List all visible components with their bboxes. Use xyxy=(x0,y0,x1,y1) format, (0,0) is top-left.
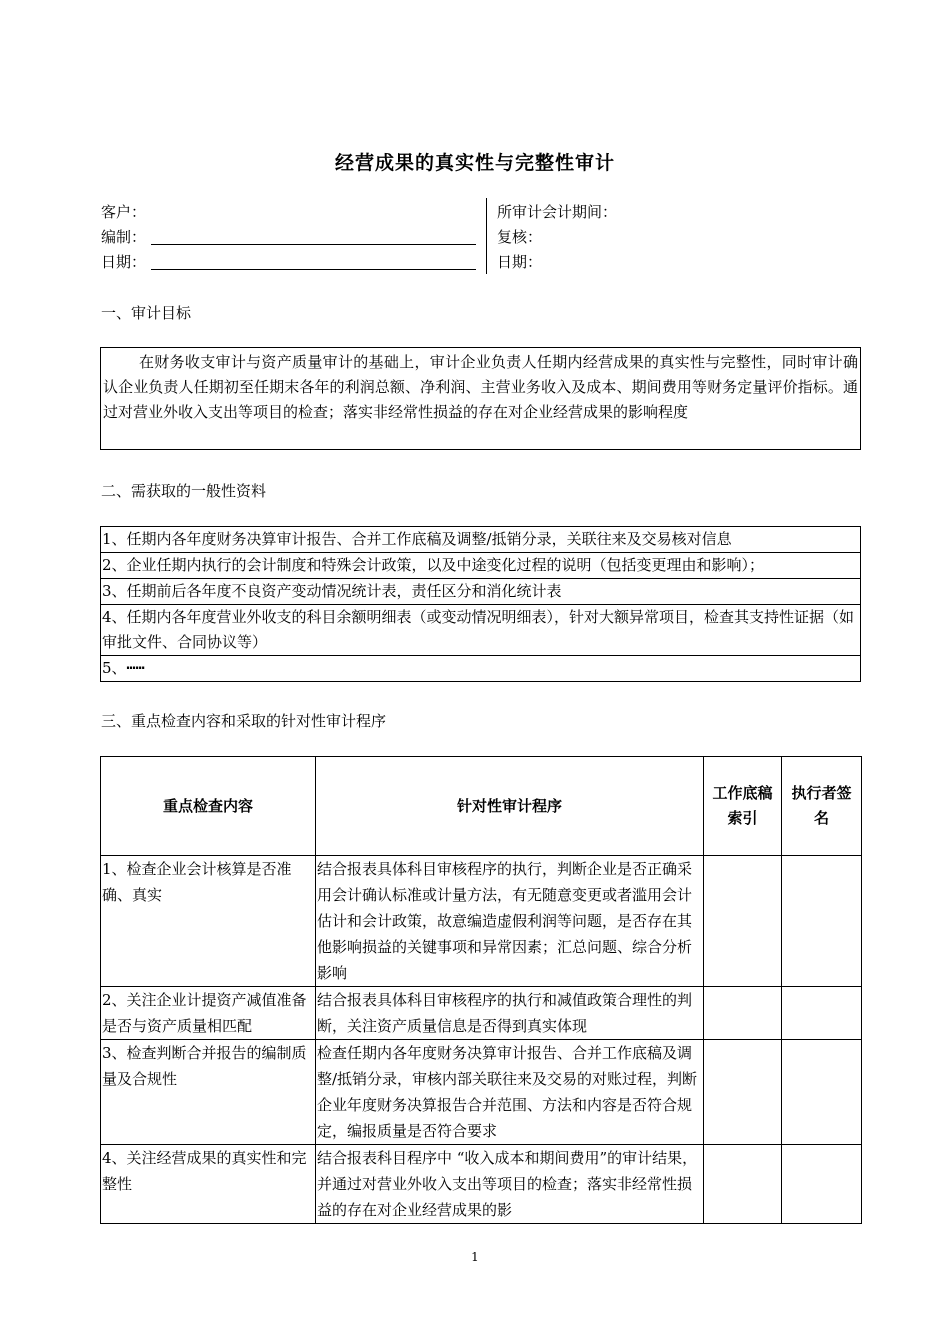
row-procedure: 结合报表具体科目审核程序的执行，判断企业是否正确采用会计确认标准或计量方法，有无随意变更或者滥用会计估计和会计政策，故意编造虚假利润等问题，是否存在其他影响损益的关键事项和异常因素；汇总问题、综合分析影响 xyxy=(316,856,704,987)
table-row xyxy=(101,856,862,987)
table-header-row xyxy=(101,757,862,856)
materials-list xyxy=(100,526,861,682)
row-workpaper xyxy=(704,1145,782,1224)
row-content: 4、关注经营成果的真实性和完整性 xyxy=(101,1145,316,1224)
prepared-label: 编制： xyxy=(101,228,147,246)
list-item-text: 4、任期内各年度营业外收支的科目余额明细表（或变动情况明细表），针对大额异常项目，检查其支持性证据（如审批文件、合同协议等） xyxy=(101,605,861,656)
header-workpaper: 工作底稿索引 xyxy=(704,757,782,856)
procedures-table xyxy=(100,756,862,1224)
header-content: 重点检查内容 xyxy=(101,757,316,856)
section-materials-title: 二、需获取的一般性资料 xyxy=(101,482,267,500)
list-item-text: 3、任期前后各年度不良资产变动情况统计表，责任区分和消化统计表 xyxy=(101,579,861,605)
row-workpaper xyxy=(704,856,782,987)
header-procedure: 针对性审计程序 xyxy=(316,757,704,856)
client-label: 客户： xyxy=(101,203,147,221)
row-procedure: 结合报表具体科目审核程序的执行和减值政策合理性的判断，关注资产质量信息是否得到真实体现 xyxy=(316,987,704,1040)
list-item xyxy=(101,579,861,605)
date-label-right: 日期： xyxy=(497,253,543,271)
section-audit-objective-title: 一、审计目标 xyxy=(101,304,192,322)
table-row xyxy=(101,1145,862,1224)
list-item xyxy=(101,656,861,682)
list-item xyxy=(101,553,861,579)
row-content: 1、检查企业会计核算是否准确、真实 xyxy=(101,856,316,987)
page-title: 经营成果的真实性与完整性审计 xyxy=(334,152,615,174)
table-row xyxy=(101,1040,862,1145)
row-workpaper xyxy=(704,1040,782,1145)
page-number: 1 xyxy=(471,1250,479,1264)
list-item xyxy=(101,605,861,656)
row-content: 3、检查判断合并报告的编制质量及合规性 xyxy=(101,1040,316,1145)
row-signer xyxy=(782,1040,862,1145)
header-signer: 执行者签名 xyxy=(782,757,862,856)
row-signer xyxy=(782,856,862,987)
list-item xyxy=(101,527,861,553)
row-signer xyxy=(782,1145,862,1224)
row-content: 2、关注企业计提资产减值准备是否与资产质量相匹配 xyxy=(101,987,316,1040)
row-procedure: 检查任期内各年度财务决算审计报告、合并工作底稿及调整/抵销分录，审核内部关联往来及交易的对账过程，判断企业年度财务决算报告合并范围、方法和内容是否符合规定，编报质量是否符合要求 xyxy=(316,1040,704,1145)
list-item-text: 5、┅┅ xyxy=(101,656,861,682)
list-item-text: 1、任期内各年度财务决算审计报告、合并工作底稿及调整/抵销分录，关联往来及交易核对信息 xyxy=(101,527,861,553)
row-procedure: 结合报表科目程序中 “收入成本和期间费用”的审计结果，并通过对营业外收入支出等项目的检查；落实非经常性损益的存在对企业经营成果的影 xyxy=(316,1145,704,1224)
section-procedures-title: 三、重点检查内容和采取的针对性审计程序 xyxy=(101,712,387,730)
list-item-text: 2、企业任期内执行的会计制度和特殊会计政策，以及中途变化过程的说明（包括变更理由和影响）； xyxy=(101,553,861,579)
period-label: 所审计会计期间： xyxy=(497,203,618,221)
date-underline xyxy=(151,268,476,270)
row-workpaper xyxy=(704,987,782,1040)
date-label-left: 日期： xyxy=(101,253,147,271)
objective-box: 在财务收支审计与资产质量审计的基础上，审计企业负责人任期内经营成果的真实性与完整性，同时审计确认企业负责人任期初至任期末各年的利润总额、净利润、主营业务收入及成本、期间费用等财务定量评价指标。通过对营业外收入支出等项目的检查；落实非经常性损益的存在对企业经营成果的影响程度 xyxy=(100,347,861,450)
prepared-underline xyxy=(151,243,476,245)
header-separator xyxy=(486,198,487,274)
row-signer xyxy=(782,987,862,1040)
review-label: 复核： xyxy=(497,228,543,246)
table-row xyxy=(101,987,862,1040)
